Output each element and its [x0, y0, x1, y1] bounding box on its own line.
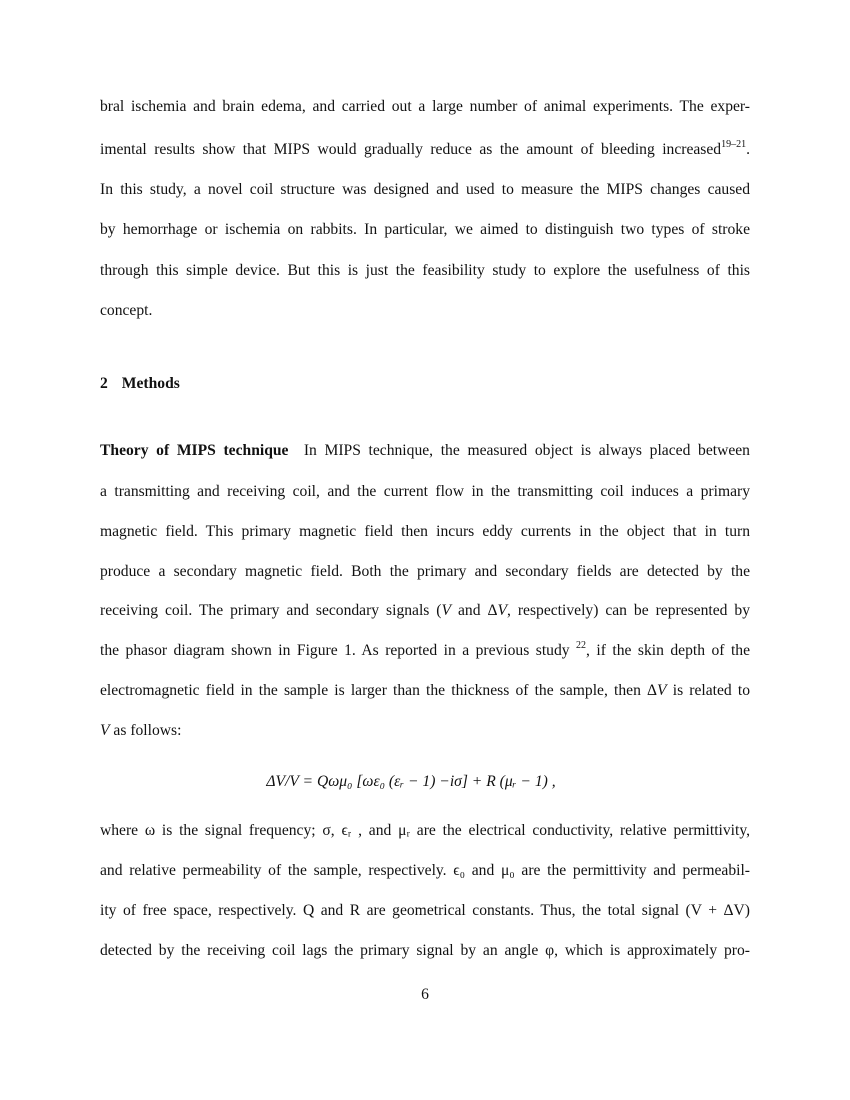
text-line: bral ischemia and brain edema, and carried out a large number of animal experiments. The exper-	[100, 98, 750, 115]
text-span: .	[746, 141, 750, 158]
text-line: and relative permeability of the sample, respectively. ϵ₀ and μ₀ are the permittivity and permeabil-	[100, 862, 750, 879]
citation: 19–21	[721, 138, 747, 150]
text-line: ity of free space, respectively. Q and R are geometrical constants. Thus, the total signal (V + ΔV)	[100, 902, 750, 919]
text-line	[100, 601, 750, 621]
text-span: In MIPS technique, the measured object is always placed between	[303, 442, 750, 459]
text-span: , respectively) can be represented by	[507, 602, 750, 619]
text-span: is related to	[666, 682, 750, 699]
math-symbol: V	[100, 722, 110, 739]
text-span: the phasor diagram shown in Figure 1. As reported in a previous study	[100, 642, 570, 659]
text-line	[100, 681, 750, 701]
text-span: as follows:	[109, 722, 182, 739]
text-span: electromagnetic field in the sample is larger than the thickness of the sample, then Δ	[100, 682, 658, 699]
text-line: through this simple device. But this is just the feasibility study to explore the usefulness of this	[100, 262, 750, 279]
text-span: , if the skin depth of the	[586, 642, 750, 659]
text-line: detected by the receiving coil lags the primary signal by an angle φ, which is approximately pro-	[100, 942, 750, 959]
page-number: 6	[421, 986, 429, 1003]
paragraph-runin-heading: Theory of MIPS technique	[100, 442, 289, 459]
text-line: a transmitting and receiving coil, and the current flow in the transmitting coil induces a primary	[100, 483, 750, 500]
section-title: Methods	[121, 375, 180, 392]
math-symbol: V	[657, 682, 667, 699]
text-line: where ω is the signal frequency; σ, ϵᵣ , and μᵣ are the electrical conductivity, relative permittivity,	[100, 822, 750, 839]
section-heading	[100, 374, 180, 394]
text-span: and Δ	[451, 602, 498, 619]
text-line: by hemorrhage or ischemia on rabbits. In particular, we aimed to distinguish two types of stroke	[100, 221, 750, 238]
equation	[0, 772, 850, 792]
text-line	[100, 441, 750, 461]
text-line	[100, 641, 750, 661]
text-line: In this study, a novel coil structure was designed and used to measure the MIPS changes caused	[100, 181, 750, 198]
math-symbol: V	[441, 602, 452, 619]
section-number: 2	[100, 375, 108, 392]
text-line: magnetic field. This primary magnetic field then incurs eddy currents in the object that in turn	[100, 523, 750, 540]
text-line	[100, 140, 750, 160]
text-span: imental results show that MIPS would gradually reduce as the amount of bleeding increased	[100, 141, 722, 158]
text-span: receiving coil. The primary and secondary signals (	[100, 602, 442, 619]
citation: 22	[576, 639, 587, 651]
text-line: produce a secondary magnetic field. Both the primary and secondary fields are detected by the	[100, 563, 750, 580]
equation-text: ΔV/V = Qωμ₀ [ωε₀ (εᵣ − 1) −iσ] + R (μᵣ − 1) ,	[266, 773, 556, 790]
text-line: concept.	[100, 302, 153, 319]
text-line	[100, 721, 750, 741]
math-symbol: V	[497, 602, 508, 619]
